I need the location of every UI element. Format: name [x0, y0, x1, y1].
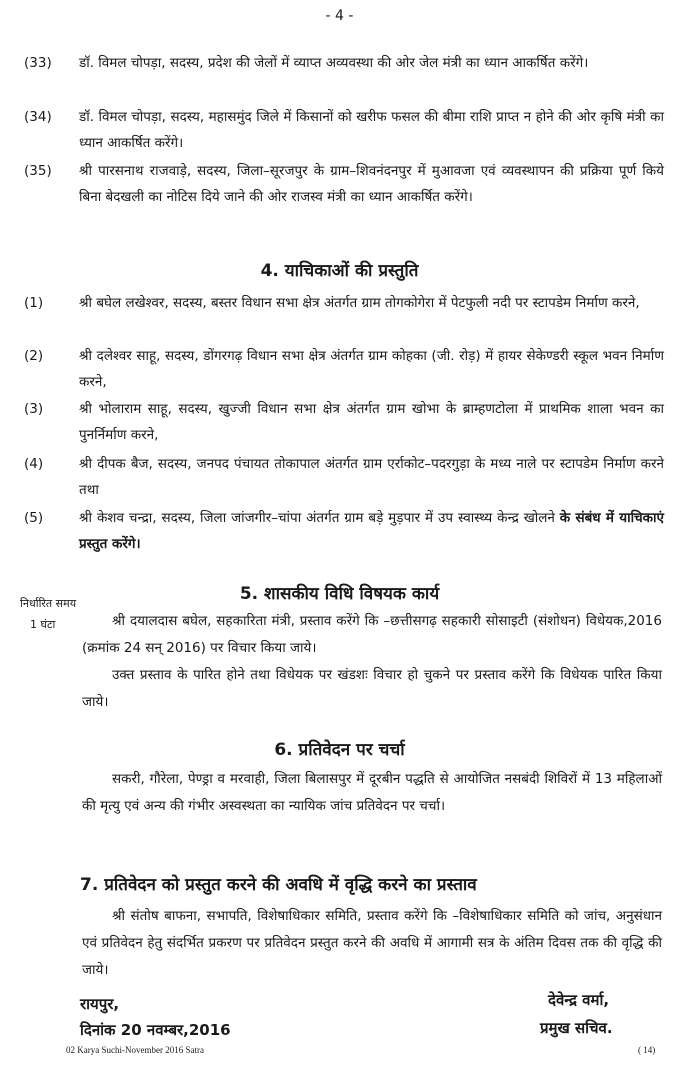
item-text: श्री दीपक बैज, सदस्य, जनपद पंचायत तोकापाल अंतर्गत ग्राम एर्राकोट–पदरगुड़ा के मध्य नाले पर स्टापडेम निर्माण करने तथा — [79, 456, 664, 498]
paragraph-text: श्री दयालदास बघेल, सहकारिता मंत्री, प्रस्ताव करेंगे कि –छत्तीसगढ़ सहकारी सोसाइटी (संशोधन) विधेयक,2016 (क्रमांक 24 सन् 2016) पर विचार किया जाये। — [82, 613, 662, 656]
section-4-heading: 4. याचिकाओं की प्रस्तुति — [260, 261, 419, 281]
item-number: (5) — [24, 510, 44, 526]
list-item — [24, 50, 664, 76]
paragraph — [82, 608, 662, 662]
list-item — [24, 290, 664, 316]
paragraph-text: श्री संतोष बाफना, सभापति, विशेषाधिकार समिति, प्रस्ताव करेंगे कि –विशेषाधिकार समिति को जांच, अनुसंधान एवं प्रतिवेदन हेतु संदर्भित प्रकरण पर प्रतिवेदन प्रस्तुत करने की अवधि में आगामी सत्र के अंतिम दिवस तक की वृद्धि की जाये। — [82, 908, 662, 978]
item-text: श्री दलेश्वर साहू, सदस्य, डोंगरगढ़ विधान सभा क्षेत्र अंतर्गत ग्राम कोहका (जी. रोड़) में हायर सेकेण्डरी स्कूल भवन निर्माण करने, — [79, 348, 664, 390]
item-text — [79, 505, 664, 557]
item-number: (3) — [24, 401, 44, 417]
date: दिनांक 20 नवम्बर,2016 — [80, 1021, 231, 1039]
page-number: - 4 - — [325, 8, 354, 24]
list-item — [24, 451, 664, 503]
item-number: (4) — [24, 456, 44, 472]
item-number: (34) — [24, 109, 52, 125]
section-6-heading: 6. प्रतिवेदन पर चर्चा — [274, 740, 405, 760]
item-text: डॉ. विमल चोपड़ा, सदस्य, महासमुंद जिले में किसानों को खरीफ फसल की बीमा राशि प्राप्त न होने की ओर कृषि मंत्री का ध्यान आकर्षित करेंगे। — [79, 109, 664, 151]
item-text: डॉ. विमल चोपड़ा, सदस्य, प्रदेश की जेलों में व्याप्त अव्यवस्था की ओर जेल मंत्री का ध्यान आकर्षित करेंगे। — [79, 55, 589, 71]
footer-code: ( 14) — [638, 1045, 656, 1055]
item-text: श्री भोलाराम साहू, सदस्य, खुज्जी विधान सभा क्षेत्र अंतर्गत ग्राम खोभा के ब्राम्हणटोला में प्राथमिक शाला भवन का पुनर्निर्माण करने, — [79, 401, 664, 443]
paragraph — [82, 662, 662, 716]
paragraph-text: उक्त प्रस्ताव के पारित होने तथा विधेयक पर खंडशः विचार हो चुकने पर प्रस्ताव करेंगे कि विधेयक पारित किया जाये। — [82, 667, 662, 710]
item-text-plain: श्री केशव चन्द्रा, सदस्य, जिला जांजगीर–चांपा अंतर्गत ग्राम बड़े मुड़पार में उप स्वास्थ्य केन्द्र खोलने — [79, 510, 555, 526]
paragraph-text: सकरी, गौरेला, पेण्ड्रा व मरवाही, जिला बिलासपुर में दूरबीन पद्धति से आयोजित नसबंदी शिविरों में 13 महिलाओं की मृत्यु एवं अन्य की गंभीर अस्वस्थता का न्यायिक जांच प्रतिवेदन पर चर्चा। — [82, 771, 662, 814]
paragraph — [82, 903, 662, 984]
list-item — [24, 505, 664, 557]
item-text-bold: के संबंध में याचिकाएं प्रस्तुत करेंगे। — [79, 510, 664, 552]
item-text: श्री पारसनाथ राजवाड़े, सदस्य, जिला–सूरजपुर के ग्राम–शिवनंदनपुर में मुआवजा एवं व्यवस्थापन की प्रक्रिया पूर्ण किये बिना बेदखली का नोटिस दिये जाने की ओर राजस्व मंत्री का ध्यान आकर्षित करेंगे। — [79, 163, 664, 205]
section-7-heading: 7. प्रतिवेदन को प्रस्तुत करने की अवधि में वृद्धि करने का प्रस्ताव — [80, 875, 477, 895]
item-number: (35) — [24, 163, 52, 179]
paragraph — [82, 766, 662, 820]
item-number: (2) — [24, 348, 44, 364]
list-item — [24, 158, 664, 210]
section-5-heading: 5. शासकीय विधि विषयक कार्य — [239, 584, 440, 604]
signatory-name: देवेन्द्र वर्मा, — [548, 991, 610, 1009]
list-item — [24, 104, 664, 156]
list-item — [24, 343, 664, 395]
signatory-designation: प्रमुख सचिव. — [540, 1019, 613, 1037]
place: रायपुर, — [80, 995, 120, 1013]
allotted-time-label: निर्धारित समय — [20, 597, 77, 610]
item-number: (33) — [24, 55, 52, 71]
allotted-time-value: 1 घंटा — [30, 618, 56, 631]
item-text: श्री बघेल लखेश्वर, सदस्य, बस्तर विधान सभा क्षेत्र अंतर्गत ग्राम तोगकोगेरा में पेटफुली नदी पर स्टापडेम निर्माण करने, — [79, 295, 640, 311]
list-item — [24, 396, 664, 448]
footer-file-name: 02 Karya Suchi-November 2016 Satra — [66, 1045, 204, 1055]
item-number: (1) — [24, 295, 44, 311]
